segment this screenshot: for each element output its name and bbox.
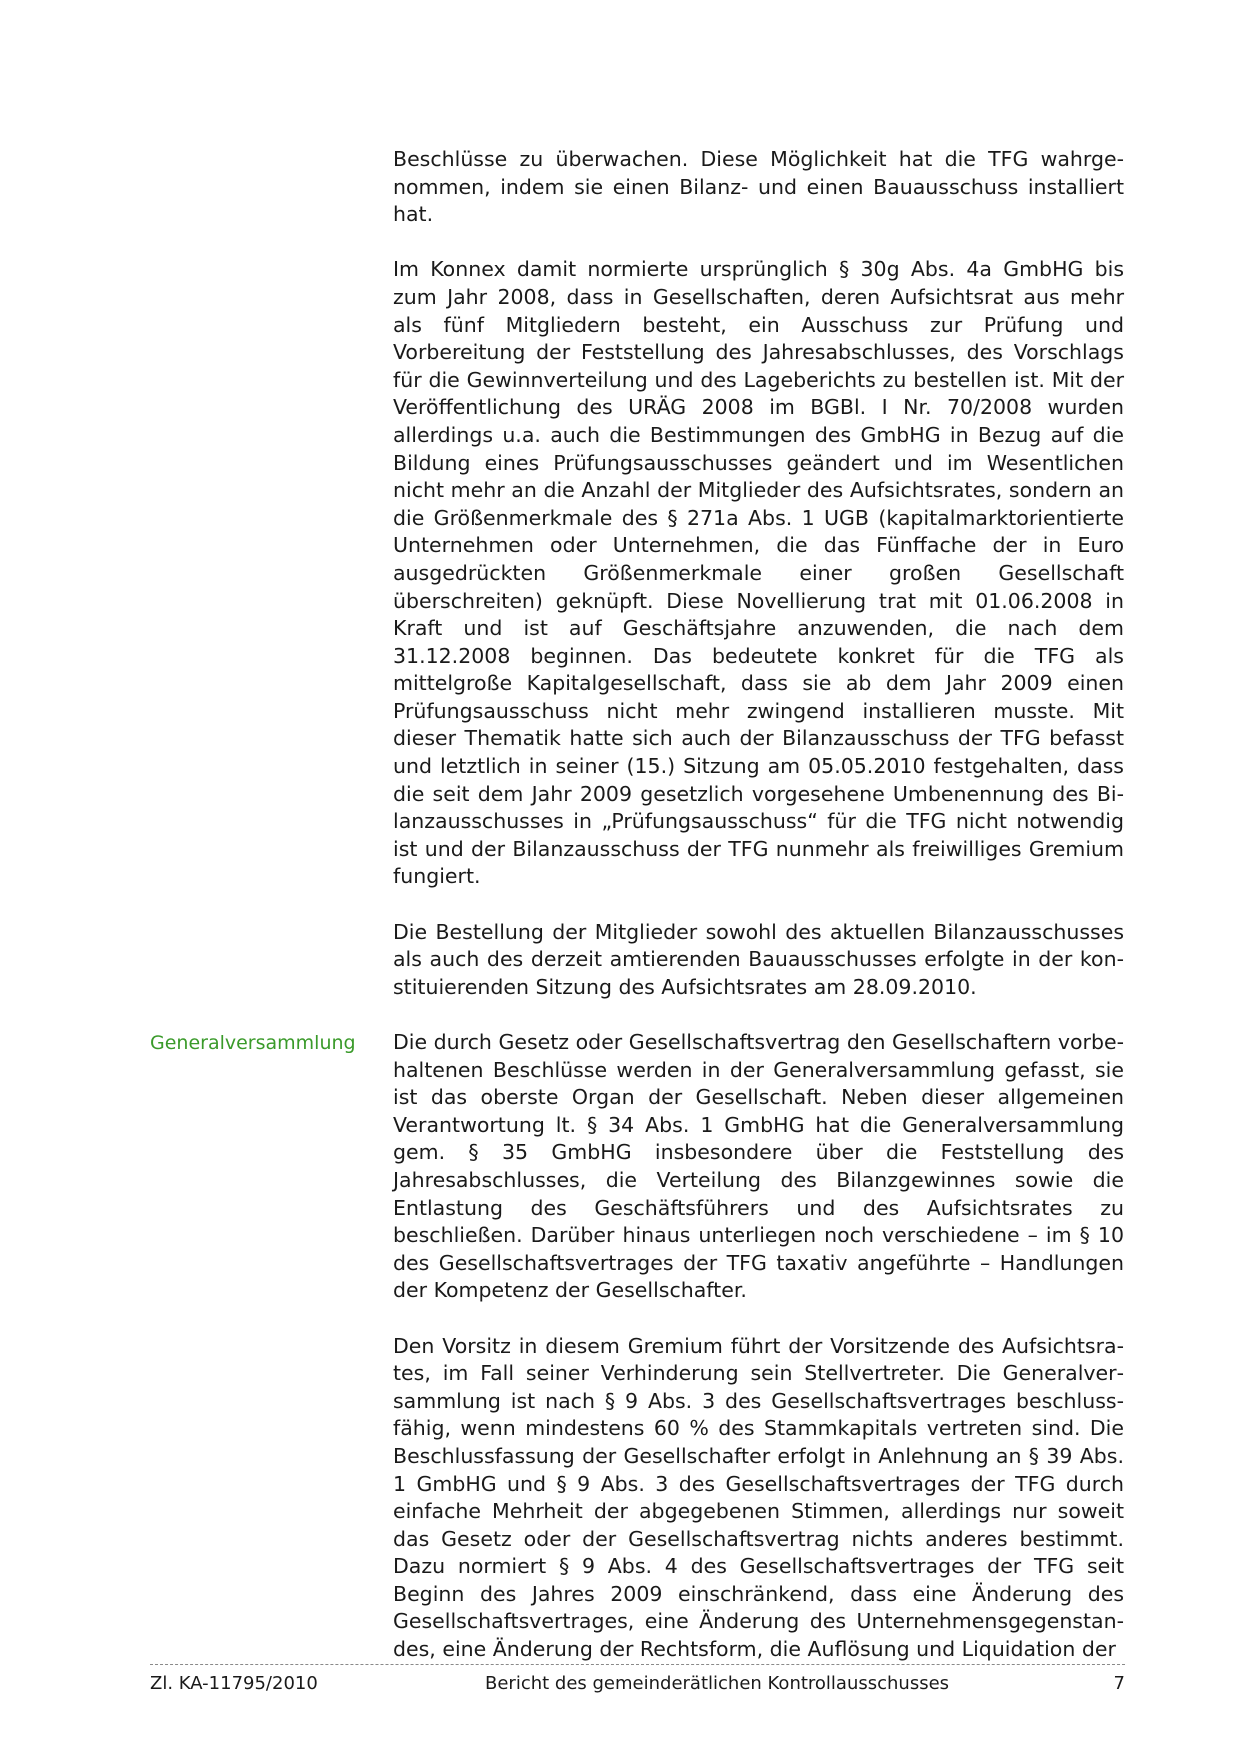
footer-title: Bericht des gemeinderätlichen Kontrollausschusses	[485, 1673, 950, 1694]
page-footer	[150, 1671, 1125, 1697]
footer-divider	[150, 1664, 1125, 1665]
footer-reference: Zl. KA-11795/2010	[150, 1673, 318, 1694]
body-text	[393, 146, 1124, 1664]
paragraph: Die Bestellung der Mitglieder sowohl des aktuellen Bilanzausschusses als auch des derzeit amtierenden Bauausschusses erfolgte in der konstituierenden Sitzung des Aufsichtsrates am 28.09.2010.	[393, 919, 1124, 999]
margin-heading-generalversammlung: Generalversammlung	[150, 1032, 356, 1054]
paragraph: Im Konnex damit normierte ursprünglich § 30g Abs. 4a GmbHG bis zum Jahr 2008, dass in Gesellschaften, deren Aufsichtsrat aus mehr als fünf Mitgliedern besteht, ein Ausschuss zur Prüfung und Vorbereitung der Feststellung des Jahresabschlusses, des Vorschlags für die Gewinnverteilung und des Lageberichts zu bestellen ist. Mit der Veröffentlichung des URÄG 2008 im BGBl. I Nr. 70/2008 wurden allerdings u.a. auch die Bestimmungen des GmbHG in Bezug auf die Bildung eines Prüfungsausschusses geändert und im Wesentlichen nicht mehr an die Anzahl der Mitglieder des Aufsichtsrates, sondern an die Größenmerkmale des § 271a Abs. 1 UGB (kapitalmarktorientierte Unternehmen oder Unternehmen, die das Fünffache der in Euro ausgedrückten Größenmerkmale einer großen Gesellschaft überschreiten) geknüpft. Diese Novellierung trat mit 01.06.2008 in Kraft und ist auf Geschäftsjahre anzuwenden, die nach dem 31.12.2008 beginnen. Das bedeutete konkret für die TFG als mittelgroße Kapitalgesellschaft, dass sie ab dem Jahr 2009 einen Prüfungsausschuss nicht mehr zwingend installieren musste. Mit dieser Thematik hatte sich auch der Bilanzausschuss der TFG befasst und letztlich in seiner (15.) Sitzung am 05.05.2010 festgehalten, dass die seit dem Jahr 2009 gesetzlich vorgesehene Umbenennung des Bilanzausschusses in „Prüfungsausschuss“ für die TFG nicht notwendig ist und der Bilanzausschuss der TFG nunmehr als freiwilliges Gremium fungiert.	[393, 257, 1124, 889]
paragraph: Beschlüsse zu überwachen. Diese Möglichkeit hat die TFG wahrgenommen, indem sie einen Bilanz- und einen Bauausschuss installiert hat.	[393, 147, 1124, 227]
paragraph-generalversammlung-1: Die durch Gesetz oder Gesellschaftsvertrag den Gesellschaftern vorbehaltenen Beschlüsse werden in der Generalversammlung gefasst, sie ist das oberste Organ der Gesellschaft. Neben dieser allgemeinen Verantwortung lt. § 34 Abs. 1 GmbHG hat die Generalversammlung gem. § 35 GmbHG insbesondere über die Feststellung des Jahresabschlusses, die Verteilung des Bilanzgewinnes sowie die Entlastung des Geschäftsführers und des Aufsichtsrates zu beschließen. Darüber hinaus unterliegen noch verschiedene – im § 10 des Gesellschaftsvertrages der TFG taxativ angeführte – Handlungen der Kompetenz der Gesellschafter.	[393, 1030, 1124, 1303]
page-number: 7	[1113, 1673, 1125, 1694]
paragraph: Den Vorsitz in diesem Gremium führt der Vorsitzende des Aufsichtsrates, im Fall seiner Verhinderung sein Stellvertreter. Die Generalversammlung ist nach § 9 Abs. 3 des Gesellschaftsvertrages beschlussfähig, wenn mindestens 60 % des Stammkapitals vertreten sind. Die Beschlussfassung der Gesellschafter erfolgt in Anlehnung an § 39 Abs. 1 GmbHG und § 9 Abs. 3 des Gesellschaftsvertrages der TFG durch einfache Mehrheit der abgegebenen Stimmen, allerdings nur soweit das Gesetz oder der Gesellschaftsvertrag nichts anderes bestimmt. Dazu normiert § 9 Abs. 4 des Gesellschaftsvertrages der TFG seit Beginn des Jahres 2009 einschränkend, dass eine Änderung des Gesellschaftsvertrages, eine Änderung des Unternehmensgegenstandes, eine Änderung der Rechtsform, die Auflösung und Liquidation der	[393, 1333, 1124, 1662]
